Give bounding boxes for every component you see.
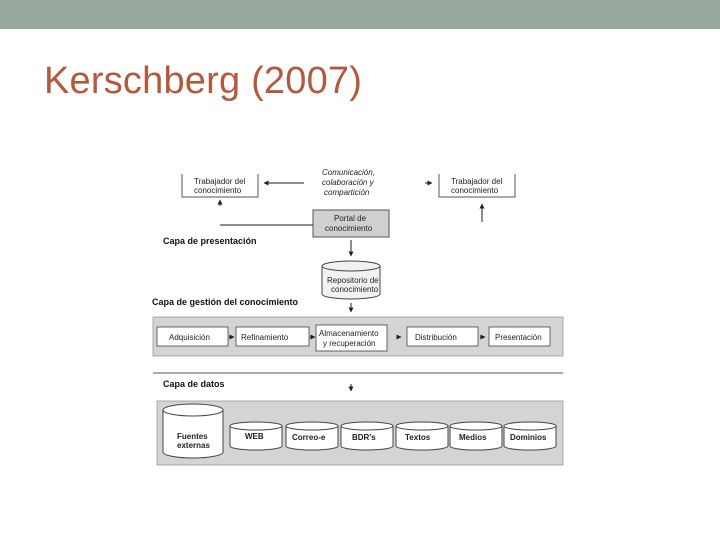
distribution-label: Distribución: [415, 333, 457, 342]
step-acquisition: [157, 327, 228, 346]
portal-box: [313, 210, 389, 237]
repository-cylinder: [322, 261, 380, 299]
external-line2: externas: [177, 441, 210, 450]
domains-label: Dominios: [510, 433, 547, 442]
worker-left-box: [182, 174, 258, 197]
source-web: [230, 422, 282, 450]
worker-left-line2: conocimiento: [194, 186, 242, 195]
slide-title: Kerschberg (2007): [44, 60, 363, 102]
storage-line2: y recuperación: [323, 339, 376, 348]
presentation-layer-label: Capa de presentación: [163, 236, 257, 246]
communication-line3: compartición: [324, 188, 370, 197]
databases-label: BDR's: [352, 433, 376, 442]
portal-line1: Portal de: [334, 214, 367, 223]
presentation-step-label: Presentación: [495, 333, 542, 342]
worker-left-line1: Trabajador del: [194, 177, 246, 186]
acquisition-label: Adquisición: [169, 333, 210, 342]
email-label: Correo-e: [292, 433, 326, 442]
source-external: [163, 404, 223, 458]
communication-label: [322, 168, 375, 197]
step-refinement: [236, 327, 309, 346]
communication-line2: colaboración y: [322, 178, 374, 187]
portal-line2: conocimiento: [325, 224, 373, 233]
worker-right-line1: Trabajador del: [451, 177, 503, 186]
data-layer-label: Capa de datos: [163, 379, 225, 389]
step-distribution: [407, 327, 478, 346]
communication-line1: Comunicación,: [322, 168, 375, 177]
source-media: [450, 422, 502, 450]
source-domains: [504, 422, 556, 450]
storage-line1: Almacenamiento: [319, 329, 379, 338]
source-email: [286, 422, 338, 450]
worker-right-box: [439, 174, 515, 197]
worker-right-line2: conocimiento: [451, 186, 499, 195]
step-storage: [316, 325, 387, 351]
management-layer-label: Capa de gestión del conocimiento: [152, 297, 299, 307]
external-line1: Fuentes: [177, 432, 208, 441]
web-label: WEB: [245, 432, 264, 441]
step-presentation: [489, 327, 550, 346]
repository-line2: conocimiento: [331, 285, 379, 294]
source-texts: [396, 422, 448, 450]
refinement-label: Refinamiento: [241, 333, 289, 342]
media-label: Medios: [459, 433, 487, 442]
source-databases: [341, 422, 393, 450]
repository-line1: Repositorio de: [327, 276, 379, 285]
texts-label: Textos: [405, 433, 431, 442]
